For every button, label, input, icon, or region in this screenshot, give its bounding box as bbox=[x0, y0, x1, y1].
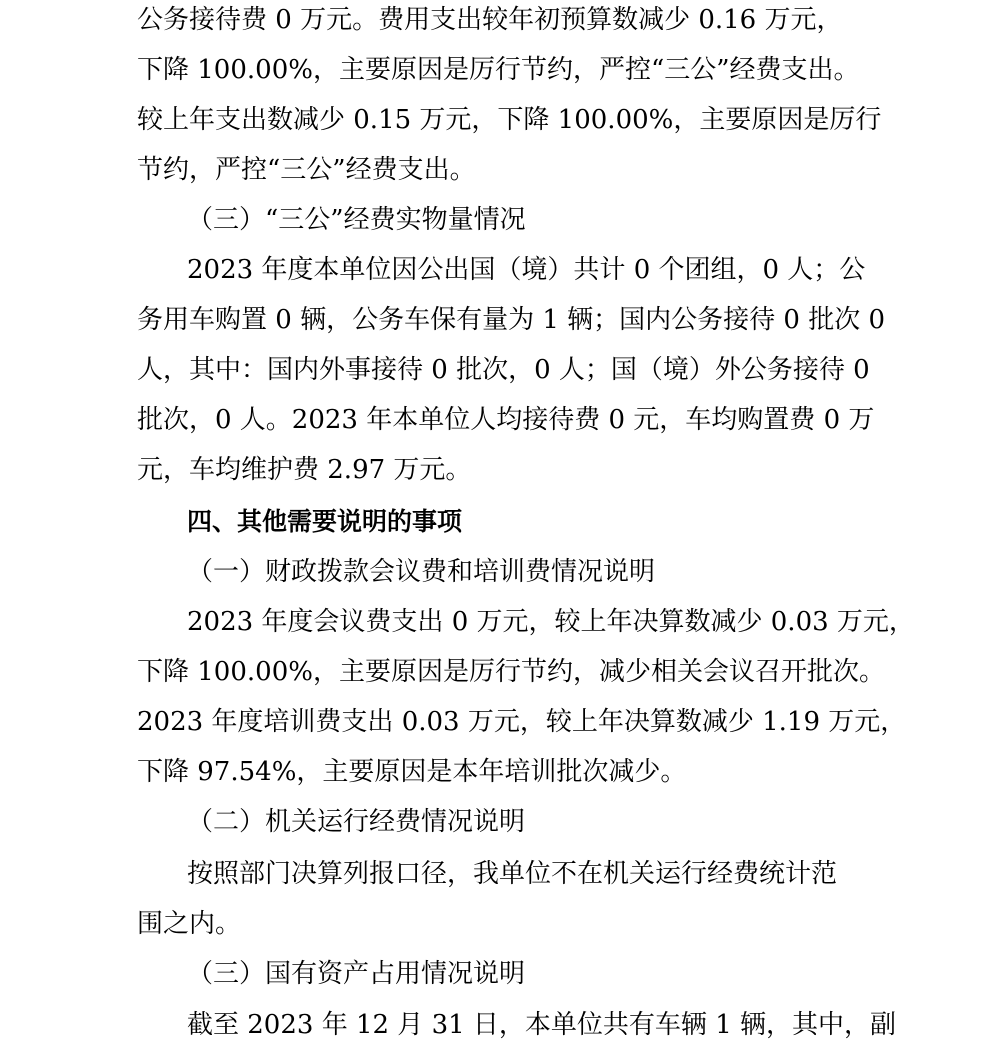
chapter-heading: 四、其他需要说明的事项 bbox=[187, 507, 463, 536]
paragraph-line: 2023 年度本单位因公出国（境）共计 0 个团组，0 人；公 bbox=[187, 255, 866, 285]
paragraph-line: 2023 年度会议费支出 0 万元，较上年决算数减少 0.03 万元， bbox=[187, 607, 915, 637]
paragraph-line: 下降 97.54%，主要原因是本年培训批次减少。 bbox=[137, 757, 687, 787]
paragraph-line: 节约，严控“三公”经费支出。 bbox=[137, 155, 476, 185]
paragraph-line: 批次，0 人。2023 年本单位人均接待费 0 元，车均购置费 0 万 bbox=[137, 405, 875, 435]
paragraph-line: 下降 100.00%，主要原因是厉行节约，严控“三公”经费支出。 bbox=[137, 55, 860, 85]
paragraph-line: 人，其中：国内外事接待 0 批次，0 人；国（境）外公务接待 0 bbox=[137, 355, 870, 385]
paragraph-line: 务用车购置 0 辆，公务车保有量为 1 辆；国内公务接待 0 批次 0 bbox=[137, 305, 886, 335]
paragraph-line: 按照部门决算列报口径，我单位不在机关运行经费统计范 bbox=[187, 859, 838, 889]
section-heading: （二）机关运行经费情况说明 bbox=[187, 807, 526, 837]
paragraph-line: 公务接待费 0 万元。费用支出较年初预算数减少 0.16 万元， bbox=[137, 5, 843, 35]
paragraph-line: 下降 100.00%，主要原因是厉行节约，减少相关会议召开批次。 bbox=[137, 657, 885, 687]
section-heading: （三）国有资产占用情况说明 bbox=[187, 959, 526, 989]
paragraph-line: 2023 年度培训费支出 0.03 万元，较上年决算数减少 1.19 万元， bbox=[137, 707, 907, 737]
paragraph-line: 元，车均维护费 2.97 万元。 bbox=[137, 455, 472, 485]
paragraph-line: 围之内。 bbox=[137, 909, 242, 939]
paragraph-line: 较上年支出数减少 0.15 万元，下降 100.00%，主要原因是厉行 bbox=[137, 105, 882, 135]
paragraph-line: 截至 2023 年 12 月 31 日，本单位共有车辆 1 辆，其中，副 bbox=[187, 1010, 896, 1040]
section-heading: （三）“三公”经费实物量情况 bbox=[187, 205, 526, 235]
section-heading: （一）财政拨款会议费和培训费情况说明 bbox=[187, 557, 656, 587]
